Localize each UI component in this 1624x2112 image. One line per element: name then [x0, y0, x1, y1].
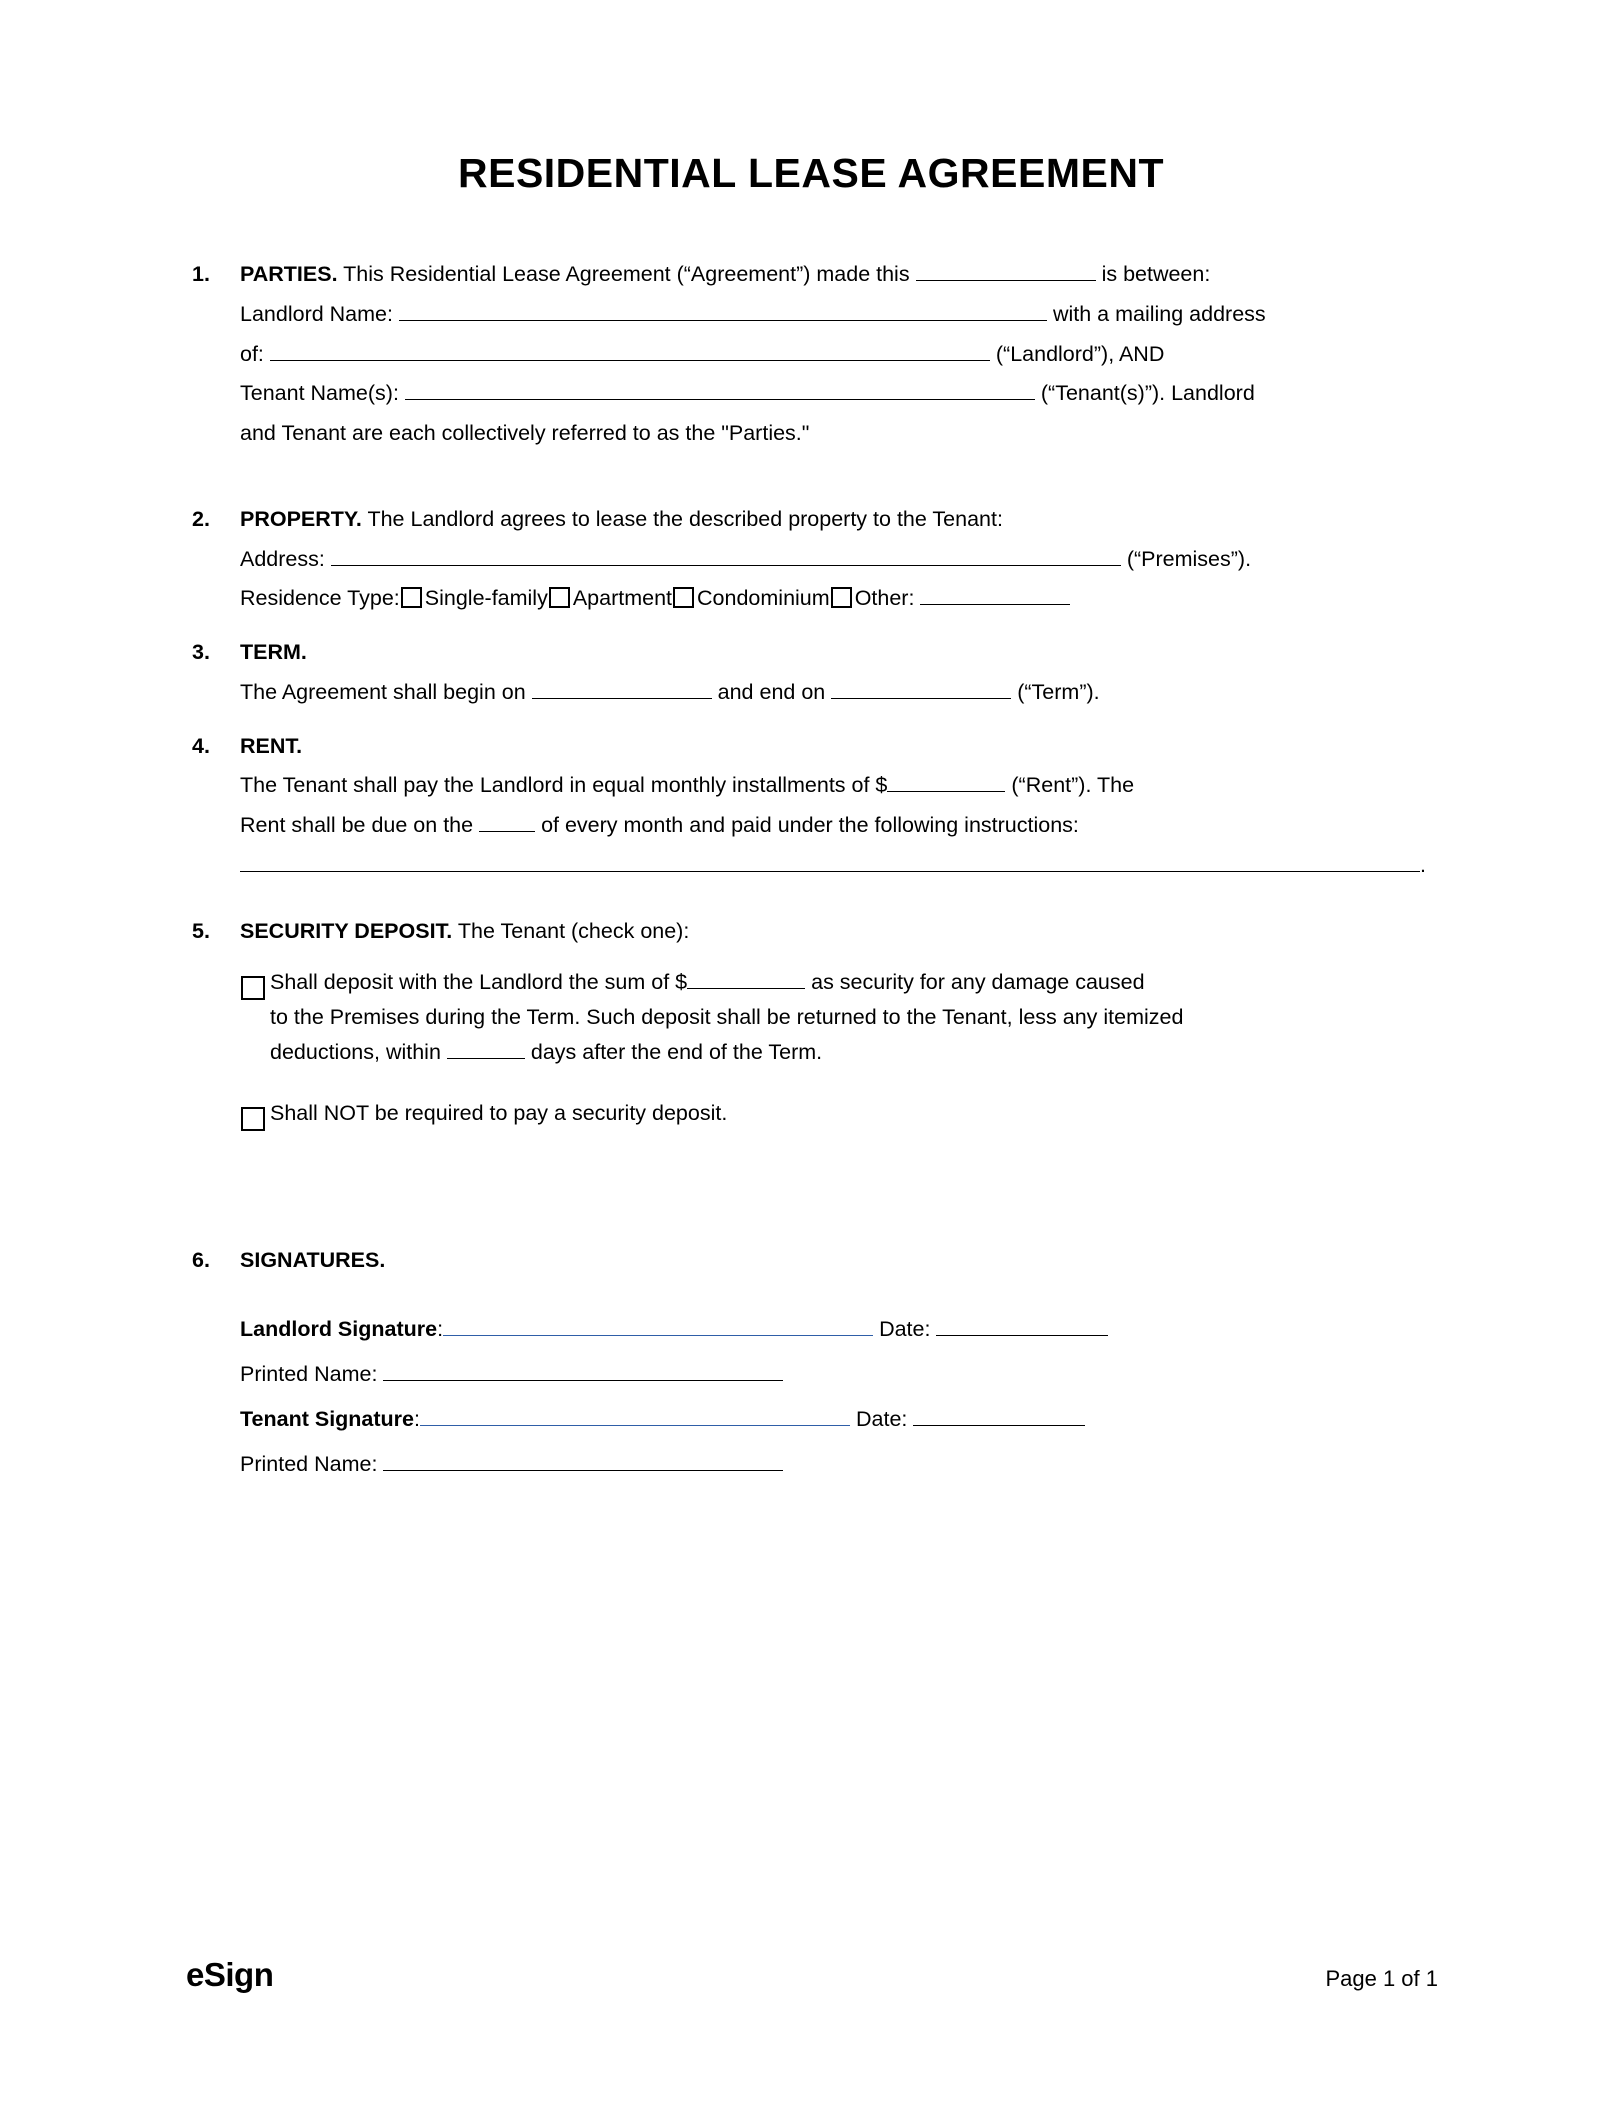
- landlord-signature-row: [240, 1307, 1436, 1352]
- parties-line-3: [240, 335, 1436, 375]
- landlord-printed-label: Printed Name:: [240, 1361, 378, 1386]
- property-text-1: The Landlord agrees to lease the described property to the Tenant:: [367, 506, 1003, 531]
- deposit-option-1-text-a: Shall deposit with the Landlord the sum of $: [270, 970, 688, 995]
- parties-line-5: and Tenant are each collectively referred to as the "Parties.": [240, 421, 810, 446]
- tenant-date-field[interactable]: [913, 1405, 1085, 1426]
- page-title: RESIDENTIAL LEASE AGREEMENT: [457, 150, 1164, 196]
- property-heading: PROPERTY.: [240, 506, 362, 531]
- deposit-heading: SECURITY DEPOSIT.: [240, 918, 453, 943]
- tenant-signature-label: Tenant Signature: [240, 1406, 415, 1431]
- option-single-family: Single-family: [424, 586, 548, 611]
- checkbox-other[interactable]: [831, 587, 852, 608]
- landlord-name-field[interactable]: [399, 300, 1047, 321]
- option-other: Other:: [854, 586, 915, 611]
- clause-parties: [186, 255, 1436, 454]
- clause-number: 1.: [192, 262, 210, 286]
- rent-text-4: of every month and paid under the following instructions:: [541, 813, 1079, 838]
- landlord-date-label: Date:: [879, 1316, 931, 1341]
- clause-number: 3.: [192, 640, 210, 665]
- checkbox-deposit-required[interactable]: [241, 976, 265, 1000]
- document-content: [186, 150, 1436, 1487]
- checkbox-condominium[interactable]: [673, 587, 694, 608]
- tenant-signature-row: [240, 1397, 1436, 1442]
- spacer: [186, 1141, 1436, 1241]
- residence-type-label: Residence Type:: [240, 586, 400, 611]
- clause-rent: [186, 727, 1436, 886]
- deposit-heading-line: [240, 912, 1436, 952]
- other-residence-field[interactable]: [920, 584, 1070, 605]
- landlord-address-field[interactable]: [270, 340, 990, 361]
- deposit-text-1: The Tenant (check one):: [457, 918, 690, 943]
- property-address-field[interactable]: [331, 545, 1121, 566]
- colon: :: [414, 1406, 420, 1431]
- tenant-printed-row: [240, 1442, 1436, 1487]
- landlord-signature-field[interactable]: [443, 1315, 873, 1336]
- deposit-option-1: [240, 965, 1436, 1069]
- deposit-option-1-text-d: deductions, within: [270, 1040, 441, 1065]
- clause-number: 6.: [192, 1247, 210, 1272]
- landlord-date-field[interactable]: [936, 1315, 1108, 1336]
- spacer: [240, 951, 1436, 965]
- term-text-begin: The Agreement shall begin on: [240, 679, 526, 704]
- rent-heading-line: [240, 727, 1436, 767]
- clause-property: [186, 500, 1436, 619]
- clause-signatures: [186, 1241, 1436, 1487]
- term-end-date-field[interactable]: [831, 678, 1011, 699]
- made-this-date-field[interactable]: [916, 260, 1096, 281]
- of-label: of:: [240, 341, 264, 366]
- property-line-1: [240, 500, 1436, 540]
- property-line-2: [240, 540, 1436, 580]
- tenant-name-label: Tenant Name(s):: [240, 381, 399, 406]
- mailing-address-text: with a mailing address: [1052, 301, 1266, 326]
- deposit-option-2: [240, 1096, 1436, 1141]
- landlord-signature-label: Landlord Signature: [240, 1316, 438, 1341]
- option-apartment: Apartment: [572, 586, 673, 611]
- parties-heading: PARTIES.: [240, 262, 338, 286]
- parties-line-1: [240, 255, 1436, 295]
- tenant-printed-label: Printed Name:: [240, 1451, 378, 1476]
- option-condominium: Condominium: [697, 586, 830, 611]
- term-heading-line: [240, 633, 1436, 673]
- term-heading: TERM.: [240, 640, 307, 665]
- signatures-heading: SIGNATURES.: [240, 1247, 386, 1272]
- rent-text-1: The Tenant shall pay the Landlord in equal monthly installments of $: [240, 773, 888, 798]
- deposit-option-1-text-e: days after the end of the Term.: [530, 1040, 823, 1065]
- deposit-return-days-field[interactable]: [447, 1038, 525, 1059]
- spacer: [186, 886, 1436, 912]
- tenant-date-label: Date:: [855, 1406, 908, 1431]
- parties-line-4: [240, 374, 1436, 414]
- page-footer: [186, 1956, 1438, 1994]
- rent-text-5: .: [1420, 852, 1426, 877]
- spacer: [240, 1070, 1436, 1096]
- property-line-3: [240, 579, 1436, 619]
- colon: :: [437, 1316, 444, 1341]
- term-start-date-field[interactable]: [532, 678, 712, 699]
- tenant-suffix: (“Tenant(s)”). Landlord: [1040, 381, 1255, 406]
- premises-suffix: (“Premises”).: [1126, 546, 1252, 571]
- tenant-printed-name-field[interactable]: [383, 1450, 783, 1471]
- landlord-name-label: Landlord Name:: [240, 301, 393, 326]
- deposit-option-1-text-b: as security for any damage caused: [811, 970, 1145, 995]
- term-line-1: [240, 673, 1436, 713]
- brand-logo: eSign: [186, 1956, 274, 1993]
- rent-due-day-field[interactable]: [479, 811, 535, 832]
- rent-text-2: (“Rent”). The: [1011, 773, 1135, 798]
- rent-line-3: [240, 846, 1436, 886]
- term-suffix: (“Term”).: [1017, 679, 1100, 704]
- checkbox-apartment[interactable]: [549, 587, 570, 608]
- checkbox-deposit-not-required[interactable]: [241, 1107, 265, 1131]
- spacer: [240, 1281, 1436, 1307]
- parties-text-2: is between:: [1101, 262, 1211, 286]
- landlord-printed-row: [240, 1352, 1436, 1397]
- term-text-end: and end on: [717, 679, 826, 704]
- clause-number: 2.: [192, 506, 210, 531]
- tenant-signature-field[interactable]: [420, 1405, 850, 1426]
- clause-number: 5.: [192, 918, 210, 943]
- parties-line-2: [240, 295, 1436, 335]
- checkbox-single-family[interactable]: [401, 587, 422, 608]
- spacer: [186, 619, 1436, 633]
- deposit-option-2-text: Shall NOT be required to pay a security deposit.: [270, 1100, 728, 1125]
- page-number: Page 1 of 1: [1325, 1966, 1438, 1991]
- rent-line-1: [240, 766, 1436, 806]
- signatures-heading-line: [240, 1241, 1436, 1281]
- rent-text-3: Rent shall be due on the: [240, 813, 474, 838]
- deposit-amount-field[interactable]: [687, 968, 805, 989]
- spacer: [186, 454, 1436, 500]
- clause-security-deposit: [186, 912, 1436, 1141]
- rent-line-2: [240, 806, 1436, 846]
- spacer: [186, 713, 1436, 727]
- parties-text-1: This Residential Lease Agreement (“Agreement”) made this: [343, 262, 910, 286]
- landlord-printed-name-field[interactable]: [383, 1360, 783, 1381]
- address-label: Address:: [240, 546, 325, 571]
- rent-amount-field[interactable]: [887, 771, 1005, 792]
- landlord-suffix: (“Landlord”), AND: [995, 341, 1165, 366]
- rent-instructions-field[interactable]: [240, 851, 1420, 872]
- rent-heading: RENT.: [240, 733, 303, 758]
- tenant-name-field[interactable]: [405, 379, 1035, 400]
- deposit-option-1-text-c: to the Premises during the Term. Such deposit shall be returned to the Tenant, less any itemized: [270, 1005, 1184, 1030]
- clause-number: 4.: [192, 733, 210, 758]
- clause-term: [186, 633, 1436, 713]
